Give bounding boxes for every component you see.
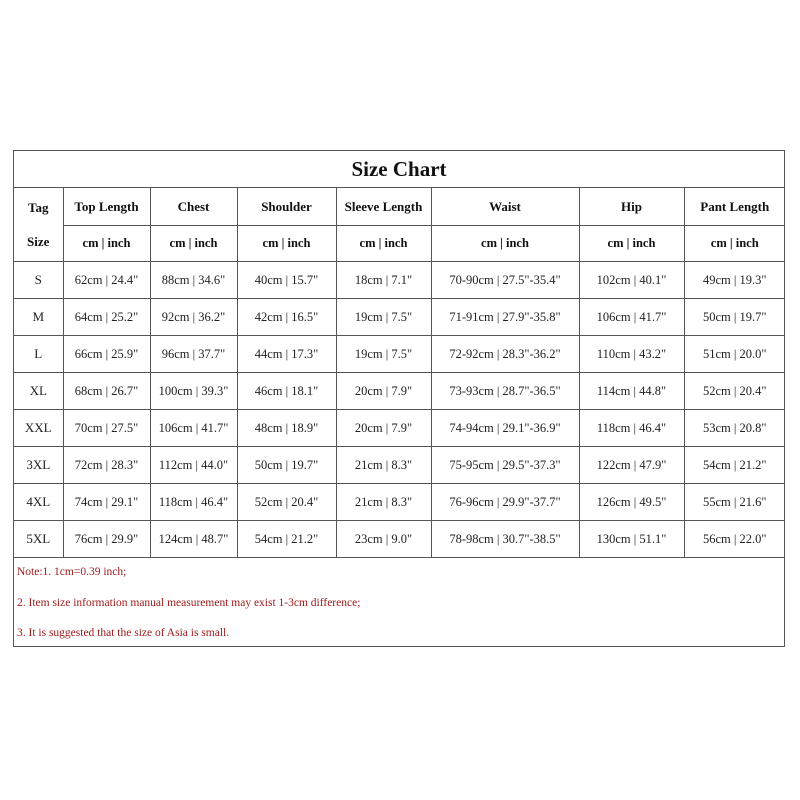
size-cell: M	[14, 299, 63, 336]
table-cell: 44cm | 17.3"	[237, 336, 336, 373]
column-unit: cm | inch	[150, 226, 237, 262]
column-unit: cm | inch	[63, 226, 150, 262]
column-unit: cm | inch	[237, 226, 336, 262]
table-cell: 20cm | 7.9"	[336, 410, 431, 447]
tag-label: Tag	[28, 199, 49, 215]
table-row	[14, 373, 785, 410]
table-cell: 118cm | 46.4"	[150, 484, 237, 521]
size-table	[14, 188, 785, 558]
table-cell: 72-92cm | 28.3"-36.2"	[431, 336, 579, 373]
tag-size-header	[14, 188, 63, 262]
size-cell: 4XL	[14, 484, 63, 521]
table-cell: 102cm | 40.1"	[579, 262, 684, 299]
table-cell: 96cm | 37.7"	[150, 336, 237, 373]
note-line: 2. Item size information manual measurement may exist 1-3cm difference;	[17, 597, 361, 609]
table-row	[14, 484, 785, 521]
table-cell: 50cm | 19.7"	[237, 447, 336, 484]
table-cell: 126cm | 49.5"	[579, 484, 684, 521]
size-cell: S	[14, 262, 63, 299]
table-cell: 55cm | 21.6"	[684, 484, 785, 521]
table-cell: 130cm | 51.1"	[579, 521, 684, 558]
table-cell: 20cm | 7.9"	[336, 373, 431, 410]
column-unit: cm | inch	[336, 226, 431, 262]
table-cell: 122cm | 47.9"	[579, 447, 684, 484]
table-cell: 106cm | 41.7"	[150, 410, 237, 447]
note-line: 3. It is suggested that the size of Asia is small.	[17, 627, 230, 639]
table-cell: 73-93cm | 28.7"-36.5"	[431, 373, 579, 410]
table-cell: 71-91cm | 27.9"-35.8"	[431, 299, 579, 336]
column-header: Shoulder	[237, 188, 336, 226]
table-cell: 54cm | 21.2"	[684, 447, 785, 484]
notes-section	[14, 558, 784, 648]
table-cell: 51cm | 20.0"	[684, 336, 785, 373]
table-cell: 52cm | 20.4"	[684, 373, 785, 410]
table-cell: 92cm | 36.2"	[150, 299, 237, 336]
column-header: Sleeve Length	[336, 188, 431, 226]
column-unit: cm | inch	[431, 226, 579, 262]
table-cell: 21cm | 8.3"	[336, 447, 431, 484]
table-cell: 76-96cm | 29.9"-37.7"	[431, 484, 579, 521]
table-cell: 64cm | 25.2"	[63, 299, 150, 336]
table-cell: 100cm | 39.3"	[150, 373, 237, 410]
column-header: Waist	[431, 188, 579, 226]
size-cell: L	[14, 336, 63, 373]
size-cell: XL	[14, 373, 63, 410]
table-row	[14, 410, 785, 447]
table-cell: 56cm | 22.0"	[684, 521, 785, 558]
table-cell: 54cm | 21.2"	[237, 521, 336, 558]
table-cell: 19cm | 7.5"	[336, 299, 431, 336]
table-cell: 40cm | 15.7"	[237, 262, 336, 299]
column-header: Pant Length	[684, 188, 785, 226]
chart-title: Size Chart	[14, 151, 784, 188]
header-row	[14, 188, 785, 226]
table-cell: 75-95cm | 29.5"-37.3"	[431, 447, 579, 484]
column-unit: cm | inch	[684, 226, 785, 262]
column-header: Chest	[150, 188, 237, 226]
size-cell: 5XL	[14, 521, 63, 558]
table-cell: 19cm | 7.5"	[336, 336, 431, 373]
table-row	[14, 336, 785, 373]
table-cell: 70-90cm | 27.5"-35.4"	[431, 262, 579, 299]
table-cell: 23cm | 9.0"	[336, 521, 431, 558]
table-cell: 49cm | 19.3"	[684, 262, 785, 299]
column-header: Hip	[579, 188, 684, 226]
table-cell: 66cm | 25.9"	[63, 336, 150, 373]
table-cell: 74-94cm | 29.1"-36.9"	[431, 410, 579, 447]
table-cell: 74cm | 29.1"	[63, 484, 150, 521]
table-cell: 78-98cm | 30.7"-38.5"	[431, 521, 579, 558]
size-cell: XXL	[14, 410, 63, 447]
table-row	[14, 521, 785, 558]
table-cell: 48cm | 18.9"	[237, 410, 336, 447]
table-row	[14, 447, 785, 484]
table-row	[14, 299, 785, 336]
column-unit: cm | inch	[579, 226, 684, 262]
table-cell: 46cm | 18.1"	[237, 373, 336, 410]
table-cell: 114cm | 44.8"	[579, 373, 684, 410]
table-row	[14, 262, 785, 299]
size-label: Size	[27, 233, 50, 249]
table-cell: 112cm | 44.0"	[150, 447, 237, 484]
table-cell: 118cm | 46.4"	[579, 410, 684, 447]
table-cell: 124cm | 48.7"	[150, 521, 237, 558]
table-cell: 21cm | 8.3"	[336, 484, 431, 521]
table-cell: 18cm | 7.1"	[336, 262, 431, 299]
table-cell: 52cm | 20.4"	[237, 484, 336, 521]
table-cell: 76cm | 29.9"	[63, 521, 150, 558]
table-cell: 110cm | 43.2"	[579, 336, 684, 373]
table-cell: 106cm | 41.7"	[579, 299, 684, 336]
unit-row	[14, 226, 785, 262]
table-cell: 62cm | 24.4"	[63, 262, 150, 299]
table-cell: 88cm | 34.6"	[150, 262, 237, 299]
table-cell: 68cm | 26.7"	[63, 373, 150, 410]
table-cell: 42cm | 16.5"	[237, 299, 336, 336]
size-chart	[13, 150, 785, 647]
table-cell: 50cm | 19.7"	[684, 299, 785, 336]
size-cell: 3XL	[14, 447, 63, 484]
table-cell: 72cm | 28.3"	[63, 447, 150, 484]
column-header: Top Length	[63, 188, 150, 226]
table-cell: 70cm | 27.5"	[63, 410, 150, 447]
table-cell: 53cm | 20.8"	[684, 410, 785, 447]
note-line: Note:1. 1cm=0.39 inch;	[17, 566, 127, 578]
